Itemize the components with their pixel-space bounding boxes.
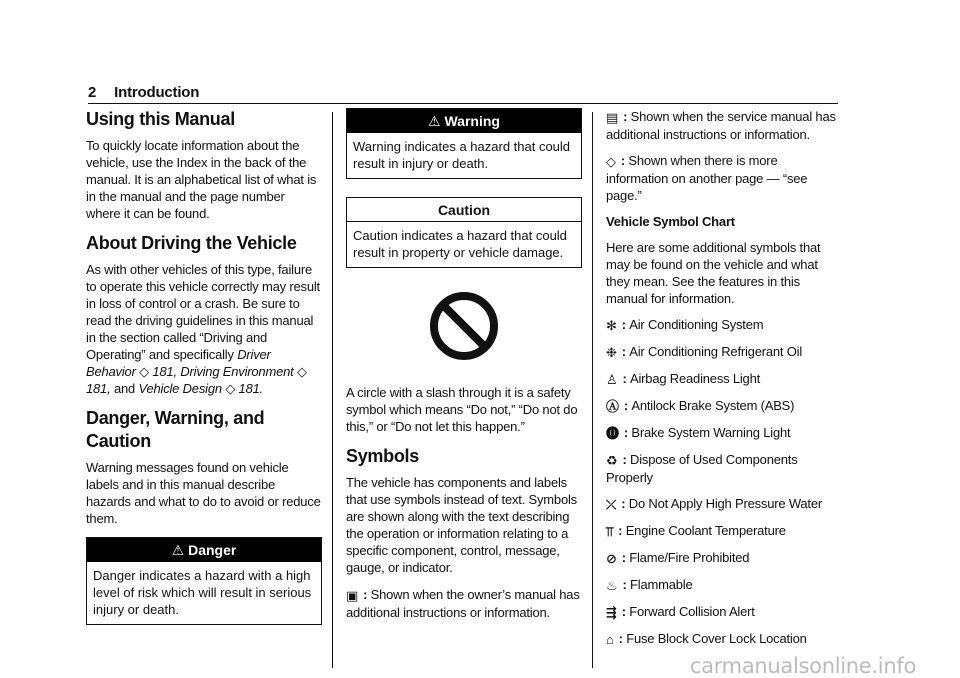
symbol-chart-item: ⊘ : Flame/Fire Prohibited [606,550,750,566]
symbol-chart-item: ♻ : Dispose of Used Components Properly [606,452,798,485]
symbol-label: Shown when there is more information on another page — “see page.” [606,153,808,203]
symbol-label: Forward Collision Alert [629,604,755,619]
link-vehicle-design[interactable]: Vehicle Design ◇ 181. [138,381,264,396]
chart-intro: Here are some additional symbols that may be found on the vehicle and what they mean. See the features in this manual for information. [606,240,821,306]
symbol-chart-item: ♨ : Flammable [606,577,693,593]
symbol-label: Brake System Warning Light [631,425,791,440]
danger-body: Danger indicates a hazard with a high level of risk which will result in serious injury or death. [93,568,312,617]
link-driving-environment[interactable]: Driving Environment ◇ 181, [86,364,307,396]
watermark: carmanualsonline.info [689,654,916,678]
symbol-label: Fuse Block Cover Lock Location [626,631,807,646]
danger-title: Danger [188,542,237,558]
caution-body: Caution indicates a hazard that could result in property or vehicle damage. [353,228,567,260]
ac-system-icon: ✻ [606,318,617,333]
symbol-chart-item: ❉ : Air Conditioning Refrigerant Oil [606,344,803,360]
symbol-chart-item: ⫪ : Engine Coolant Temperature [606,523,786,539]
heading-about-driving: About Driving the Vehicle [86,233,297,253]
warning-title: Warning [444,113,500,129]
para-circle-slash: A circle with a slash through it is a safety symbol which means “Do not,” “Do not do this,” or “Do not let this happen.” [346,385,578,434]
airbag-icon: ♙ [606,372,618,387]
ac-refrigerant-icon: ❉ [606,345,617,360]
warning-triangle-icon: ⚠ [428,113,441,129]
coolant-temperature-icon: ⫪ [606,524,614,539]
link-title: Driver Behavior [86,347,271,379]
warning-body: Warning indicates a hazard that could result in injury or death. [353,139,571,171]
para-about-driving [86,261,322,397]
heading-danger-warning-caution: Danger, Warning, and Caution [86,408,265,451]
para-text: and [113,381,136,396]
owner-manual-symbol: ▣ : Shown when the owner’s manual has additional instructions or information. [346,587,580,620]
danger-header [87,538,321,562]
danger-box [86,537,322,625]
see-page-icon: ◇ [296,364,307,379]
symbol-label: Air Conditioning System [629,317,764,332]
section-title: Introduction [114,84,200,101]
symbol-label: Airbag Readiness Light [630,371,761,386]
symbol-label: Antilock Brake System (ABS) [631,398,795,413]
link-title: Vehicle Design [138,381,222,396]
header-rule [88,103,838,104]
symbol-label: Engine Coolant Temperature [625,523,786,538]
link-title: Driving Environment [180,364,294,379]
warning-triangle-icon: ⚠ [171,542,185,558]
column-3 [606,108,842,657]
see-page-icon: ◇ [606,154,616,169]
caution-header: Caution [347,198,581,222]
link-driver-behavior[interactable]: Driver Behavior ◇ 181, [86,347,271,379]
see-page-symbol: ◇ : Shown when there is more information on another page — “see page.” [606,153,808,203]
page-number: 2 [88,84,97,101]
flammable-icon: ♨ [606,578,618,593]
symbol-list [606,316,842,648]
service-manual-icon: ▤ [606,110,619,125]
chart-title: Vehicle Symbol Chart [606,214,735,229]
symbol-label: Air Conditioning Refrigerant Oil [629,344,803,359]
page-header [88,84,199,101]
brake-warning-icon: ⓿ [606,426,619,441]
heading-using-manual: Using this Manual [86,109,235,129]
column-2 [346,108,582,630]
column-divider [332,112,333,668]
symbol-label: Flame/Fire Prohibited [629,550,750,565]
symbol-chart-item: ✻ : Air Conditioning System [606,317,764,333]
abs-icon: Ⓐ [606,399,619,414]
symbol-chart-item: ⤫ : Do Not Apply High Pressure Water [606,496,823,512]
heading-symbols: Symbols [346,446,419,466]
para-symbols: The vehicle has components and labels that use symbols instead of text. Symbols are shown along with the text describing the operation or information relating to a specific component, control, message, gauge, or indicator. [346,475,577,575]
dispose-components-icon: ♻ [606,453,618,468]
fuse-block-icon: ⌂ [606,632,614,647]
no-high-pressure-water-icon: ⤫ [606,497,617,512]
column-1 [86,108,322,635]
no-flame-icon: ⊘ [606,551,617,566]
symbol-chart-item: Ⓐ : Antilock Brake System (ABS) [606,398,795,414]
symbol-chart-item: ⓿ : Brake System Warning Light [606,425,791,441]
see-page-icon: ◇ [225,381,236,396]
column-divider [592,112,593,668]
symbol-chart-item: ⇶ : Forward Collision Alert [606,604,755,620]
para-danger-warning-caution: Warning messages found on vehicle labels and in this manual describe hazards and what to do to avoid or reduce them. [86,460,321,526]
warning-header [347,109,581,133]
see-page-icon: ◇ [139,364,149,379]
symbol-label: Flammable [630,577,693,592]
symbol-label: Dispose of Used Components Properly [606,452,798,485]
link-page: 181 [152,364,174,379]
symbol-chart-item: ♙ : Airbag Readiness Light [606,371,761,387]
symbol-label: Shown when the owner’s manual has additional instructions or information. [346,587,580,620]
symbol-chart-item: ⌂ : Fuse Block Cover Lock Location [606,631,807,647]
symbol-label: Do Not Apply High Pressure Water [628,496,823,511]
forward-collision-icon: ⇶ [606,605,617,620]
link-page: 181 [86,381,108,396]
para-using-manual: To quickly locate information about the vehicle, use the Index in the back of the manual. It is an alphabetical list of what is in the manual and the page number where it can be found. [86,138,317,221]
service-manual-symbol: ▤ : Shown when the service manual has additional instructions or information. [606,109,836,142]
link-page: 181 [238,381,260,396]
symbol-label: Shown when the service manual has additional instructions or information. [606,109,836,142]
owner-manual-icon: ▣ [346,588,359,603]
caution-box [346,197,582,268]
prohibition-icon [428,290,500,362]
para-text: As with other vehicles of this type, failure to operate this vehicle correctly may result in loss of control or a crash. Be sure to read the driving guidelines in this manual in the section called “Driving and Operating” and specifically [86,262,320,362]
warning-box [346,108,582,179]
